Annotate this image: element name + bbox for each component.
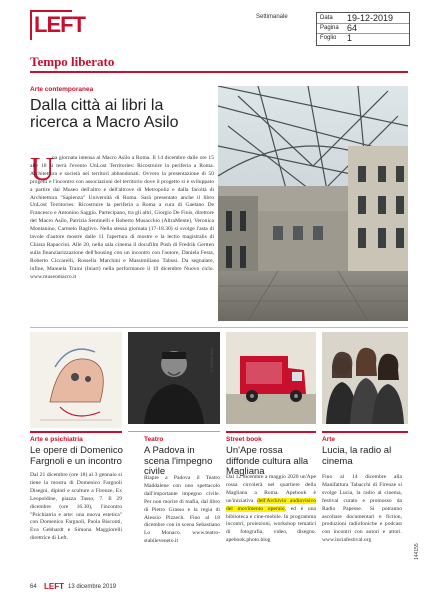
col4-headline: Lucia, la radio al cinema [322, 445, 392, 467]
col2-rule [128, 431, 220, 432]
section-title: Tempo liberato [30, 54, 115, 69]
artwork-illustration [30, 332, 122, 428]
periodicity: Settimanale [256, 14, 288, 20]
col3-kicker: Street book [226, 436, 262, 443]
meta-box [316, 12, 410, 46]
col3-headline: Un'Ape rossa diffonde cultura alla Magliana [226, 445, 309, 477]
atrium-illustration [218, 86, 408, 321]
meta-label: Pagina [320, 25, 339, 31]
col1-kicker: Arte e psichiatria [30, 436, 83, 443]
col1-headline: Le opere di Domenico Fargnoli e un incontro [30, 445, 123, 467]
museum-atrium-photo [218, 86, 408, 321]
col3-body-a: Dal 12 dicembre a maggio 2020 un'Ape rossa circolerà nel quartiere della Magliana a Roma. Apebook è un'iniziativa [226, 474, 316, 504]
col4-body: Fino al 14 dicembre alla Manifattura Tabacchi di Firenze si svolge Lucia, la radio al cinema, festival curato e promosso da Radio Papesse. Si potranno ascoltare documentari e fiction, produzioni radiofoniche e podcast con incontri con autori e attori. www.luciafestival.org [322, 474, 402, 544]
col4-rule [322, 431, 408, 433]
col3-rule [226, 431, 316, 433]
meta-value: 1 [347, 33, 353, 43]
highlighted-text: dell'Archivio audiovisivo del movimento operaio [226, 497, 316, 512]
apebook-van-photo [226, 332, 316, 424]
col2-body: Riapre a Padova il Teatro Maddalene con uno spettacolo dall'importante impegno civile. Per non morire di mafia, dal libro di Pietro Grasso e la regia di Alessio Pizzech. Fino al 18 dicembre con in scena Sebastiano Lo Monaco. www.teatro-stabileveneto.it [144, 475, 220, 545]
col1-body: Dal 21 dicembre (ore 18) al 3 gennaio si tiene la mostra di Domenico Fargnoli Disegni, dipinti e sculture a Firenze, Ex Leopoldine, piazza Tasso, 7. Il 29 dicembre (ore 16.30), l'incontro "Psichiatria e arte: una nuova estetica" con Domenico Fargnoli, Paola Bisconti, Eva Gebhardt e Simona Maggiorelli direttrice di Left. [30, 472, 122, 542]
col2-headline: A Padova in scena l'impegno civile [144, 445, 213, 477]
portrait-illustration [128, 332, 220, 424]
col2-kicker: Teatro [144, 436, 164, 443]
group-illustration [322, 332, 408, 424]
fargnoli-artwork [30, 332, 122, 428]
photo-credit: © Stefano Ricci [210, 347, 214, 372]
lucia-festival-photo [322, 332, 408, 424]
footer-logo: LEFT [44, 582, 64, 591]
col3-body-b: , ed è una biblioteca e cine-mobile. In programma incontri, proiezioni, workshop tematici di fotografia, video, disegno. apebook.photo.blog [226, 505, 316, 544]
left-logo: LEFT [34, 12, 85, 37]
main-headline: Dalla città ai libri la ricerca a Macro Asilo [30, 97, 179, 131]
van-illustration [226, 332, 316, 424]
bottom-divider [30, 327, 408, 328]
footer-date: 13 dicembre 2019 [68, 584, 117, 590]
col4-kicker: Arte [322, 436, 336, 443]
barcode-number: 144155 [414, 543, 420, 560]
section-rule [30, 71, 408, 73]
meta-value: 64 [347, 23, 358, 33]
col1-rule [30, 431, 122, 433]
main-body: na giornata intensa al Macro Asilo a Roma. Il 14 dicembre dalle ore 15 alle 18 si terrà l'evento UnLost Territories: Ricostruire la periferia a Roma. Architettura e società nei territori abbandonati. Ovvero la presentazione di 50 progetti e l'incontro con associazioni del territorio dove il progetto si è sviluppato a partire dal Museo dell'altro e dell'altrove di Metropoliz e dalla facoltà di Architettura "Sapienza" Università di Roma. Sarà presentato anche il libro UnLost Territories: Ricostruire la periferia a Roma a cura di Gaetano De Francesco e Antonino Saggio. Partecipano, tra gli altri, Giorgio De Finis, direttore del Macro Asilo, Patrizia Sentinelli e Roberto Musacchio (AltraMente), Veronica Montanino, Carmelo Baglivo. Nella stessa giornata (17-18.30) si svolge l'asta di tavole d'autore mostre dalle 11 l'apertura di mostre e la lectio magistralis di Chiara Rapaccini. Alle 20, nella sala cinema il docufilm Push di Fredrik Gertten sulla finanziarizzazione dell'housing con un incontro con l'autore, Daniela Festa, Roberto Ciccarelli, Rossella Marchini e Massimiliano Tabusi. Da segnalare, infine, Manuela Traini (Iniart) nella performance il 19 dicembre Nuovo ciclo. www.museomacro.it [30, 155, 214, 280]
meta-label: Foglio [320, 35, 337, 41]
main-kicker: Arte contemporanea [30, 86, 94, 93]
footer-page-number: 64 [30, 584, 37, 590]
main-dropcap: U [30, 151, 55, 188]
meta-value: 19-12-2019 [347, 13, 394, 23]
meta-row-sheet [317, 33, 409, 43]
actor-portrait-photo [128, 332, 220, 424]
col3-body [226, 474, 316, 586]
meta-label: Data [320, 15, 333, 21]
